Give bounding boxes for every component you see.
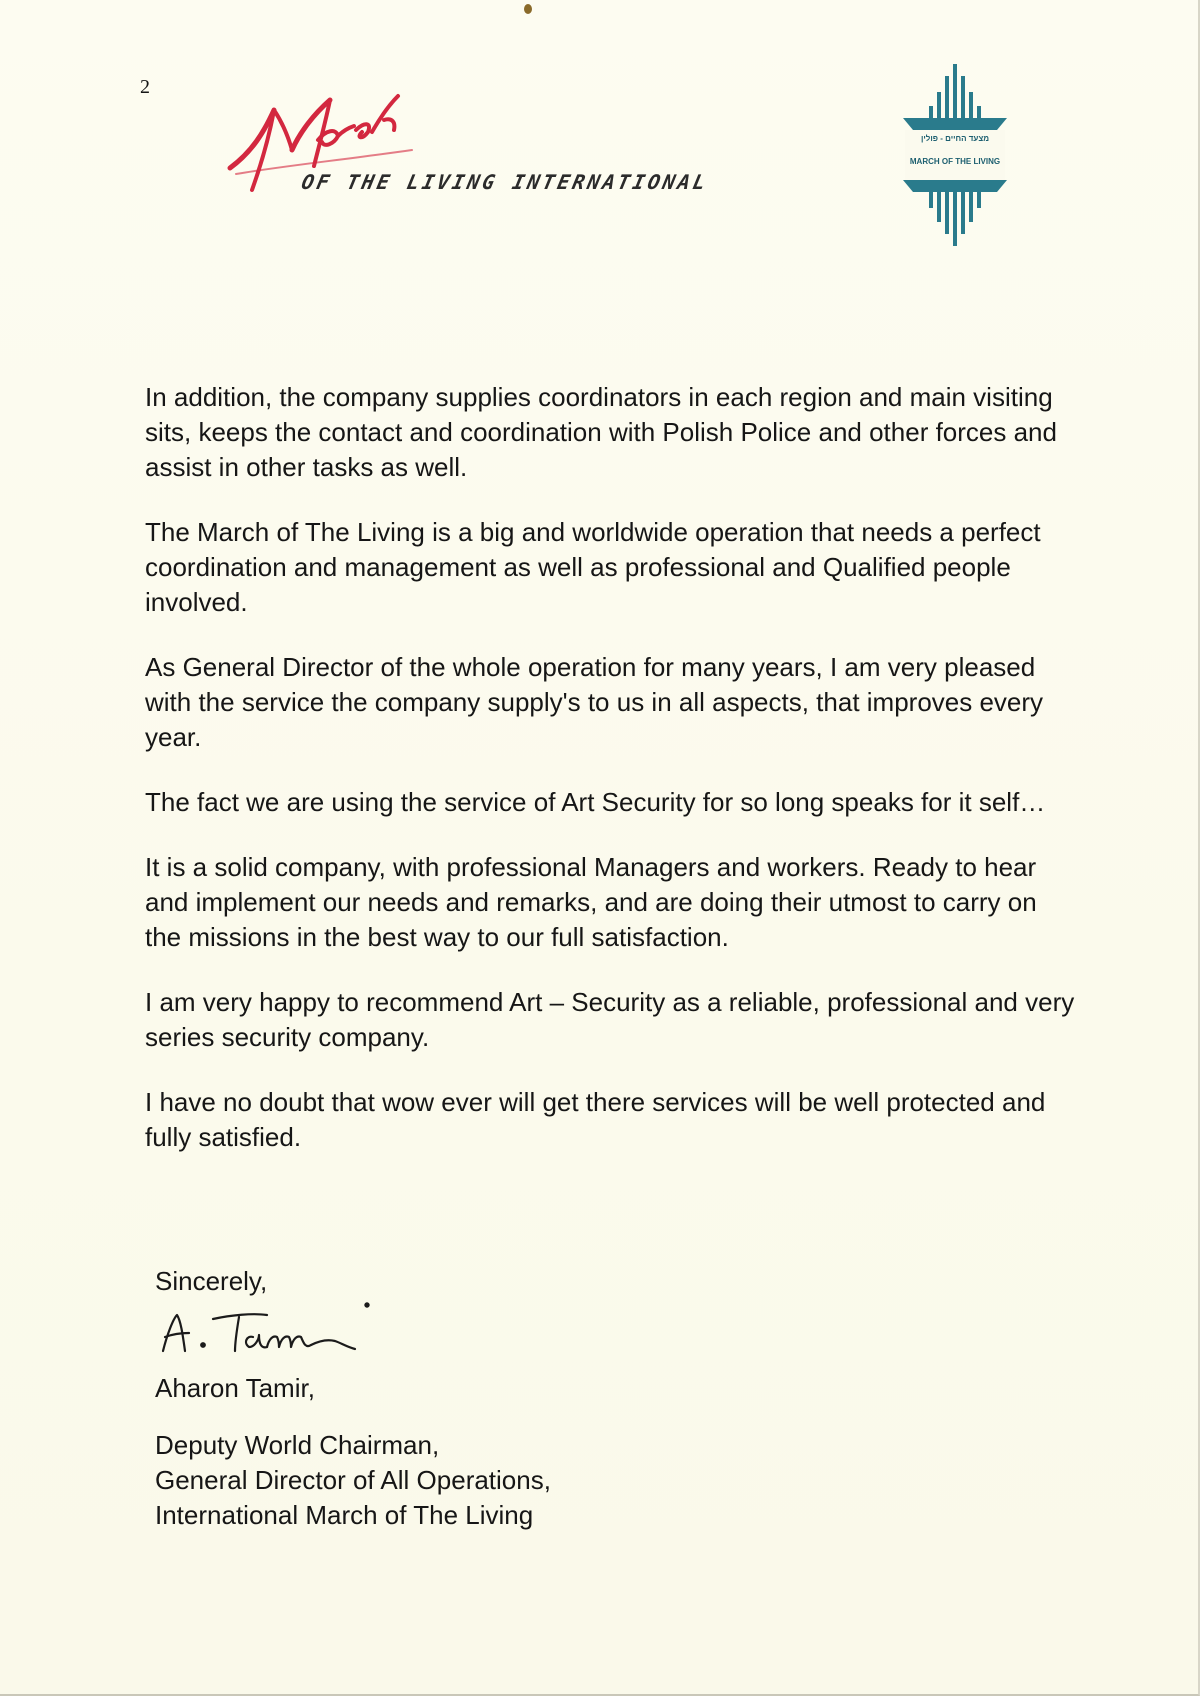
- letter-body: [145, 380, 1075, 1185]
- star-of-david-emblem: [895, 62, 1015, 248]
- emblem-hebrew-text: מצעד החיים - פולין: [920, 134, 990, 143]
- signer-title-line: International March of The Living: [155, 1500, 534, 1530]
- signer-titles: [155, 1428, 855, 1533]
- logo-tagline: OF THE LIVING INTERNATIONAL: [299, 170, 711, 194]
- handwritten-signature: [155, 1299, 855, 1371]
- page-number: 2: [140, 76, 150, 98]
- march-of-the-living-logo: [222, 92, 782, 212]
- body-paragraph: In addition, the company supplies coordinators in each region and main visiting sits, keeps the contact and coordination with Polish Police and other forces and assist in other tasks as well.: [145, 382, 1057, 482]
- signer-title-line: General Director of All Operations,: [155, 1465, 551, 1495]
- body-paragraph: It is a solid company, with professional Managers and workers. Ready to hear and implement our needs and remarks, and are doing their utmost to carry on the missions in the best way to our full satisfaction.: [145, 852, 1037, 952]
- body-paragraph: I am very happy to recommend Art – Security as a reliable, professional and very series security company.: [145, 987, 1075, 1052]
- body-paragraph: The fact we are using the service of Art Security for so long speaks for it self…: [145, 787, 1046, 817]
- body-paragraph: As General Director of the whole operation for many years, I am very pleased with the service the company supply's to us in all aspects, that improves every year.: [145, 652, 1044, 752]
- signature-graphic: [155, 1301, 395, 1367]
- letter-closing: [155, 1264, 855, 1533]
- emblem-english-text: MARCH OF THE LIVING: [909, 157, 1001, 166]
- paper-speck: [524, 4, 532, 14]
- signer-title-line: Deputy World Chairman,: [155, 1430, 440, 1460]
- march-of-the-living-emblem: [895, 62, 1015, 248]
- body-paragraph: The March of The Living is a big and worldwide operation that needs a perfect coordination and management as well as professional and Qualified people involved.: [145, 517, 1041, 617]
- salutation: Sincerely,: [155, 1266, 268, 1296]
- signer-name: Aharon Tamir,: [155, 1373, 315, 1403]
- body-paragraph: I have no doubt that wow ever will get there services will be well protected and fully satisfied.: [145, 1087, 1046, 1152]
